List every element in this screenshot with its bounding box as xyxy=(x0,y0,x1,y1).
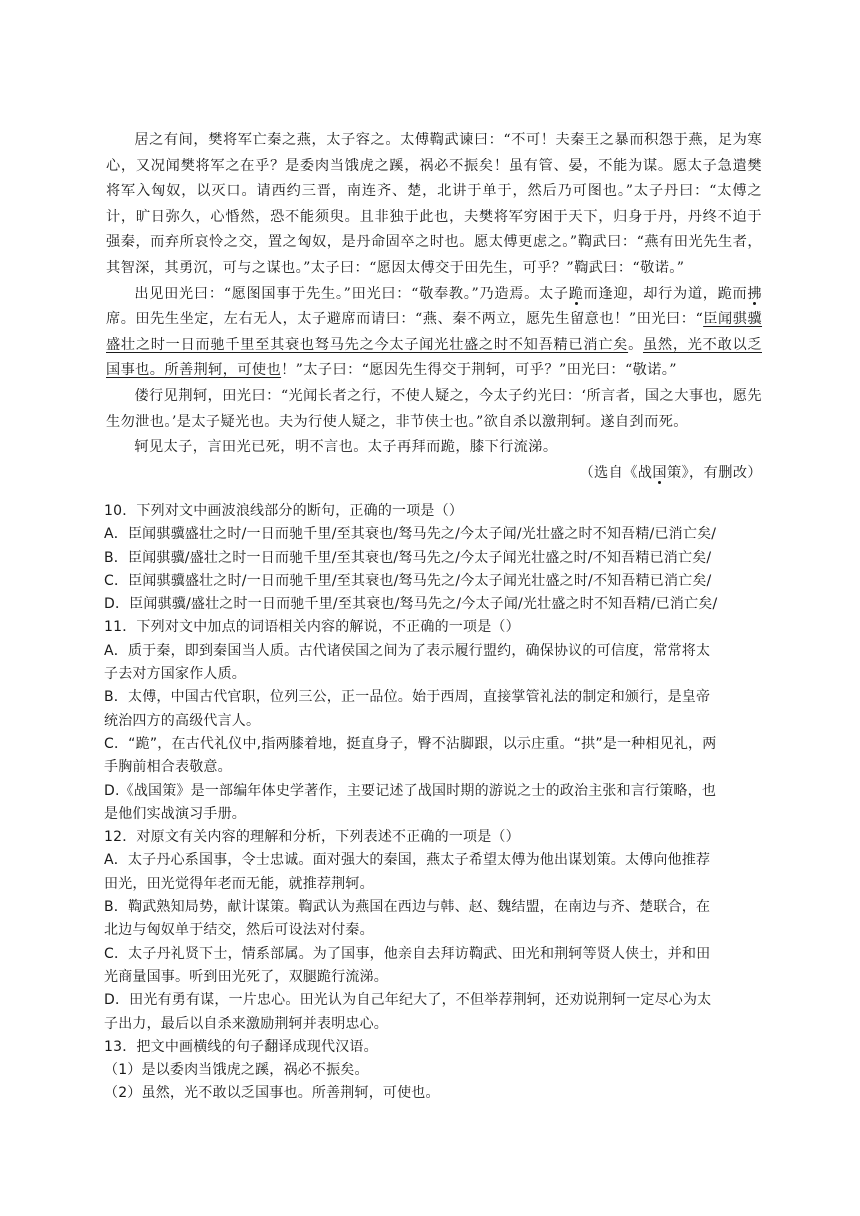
question-12-option-a-line-2: 田光，田光觉得年老而无能，就推荐荆轲。 xyxy=(104,875,374,892)
question-12-option-c-line-2: 光商量国事。听到田光死了，双腿跪行流涕。 xyxy=(104,968,388,985)
classical-passage xyxy=(106,128,762,486)
source-title: 战国策 xyxy=(637,464,682,481)
question-13-stem: 13．把文中画横线的句子翻译成现代汉语。 xyxy=(104,1038,378,1055)
question-10-option-a: A．臣闻骐骥盛壮之时/一日而驰千里/至其衰也/驽马先之/今太子闻/光壮盛之时不知吾精/已消亡矣/ xyxy=(104,526,717,543)
question-12-option-d-line-1: D．田光有勇有谋，一片忠心。田光认为自己年纪大了，不但举荐荆轲，还劝说荆轲一定尽心为太 xyxy=(104,992,712,1009)
source-suffix: 》，有删改） xyxy=(681,464,762,481)
question-10-option-b: B．臣闻骐骥/盛壮之时一日而驰千里/至其衰也/驽马先之/今太子闻光壮盛之时/不知吾精已消亡矣/ xyxy=(104,549,712,566)
source-citation xyxy=(106,461,762,487)
passage-text: 居之有间，樊将军亡秦之燕，太子容之。太傅鞫武谏曰：“不可！夫秦王之暴而积怨于燕，足为寒心，又况闻樊将军之在乎？是委肉当饿虎之蹊，祸必不振矣！虽有管、晏，不能为谋。愿太子急遣樊将军入匈奴，以灭口。请西约三晋，南连齐、楚，北讲于单于，然后乃可图也。”太子丹曰：“太傅之计，旷日弥久，心惛然，恐不能须臾。且非独于此也，夫樊将军穷困于天下，归身于丹，丹终不迫于强秦，而弃所哀怜之交，置之匈奴，是丹命固卒之时也。愿太傅更虑之。”鞫武曰：“燕有田光先生者，其智深，其勇沉，可与之谋也。”太子曰：“愿因太傅交于田先生，可乎？”鞫武曰：“敬诺。” xyxy=(106,132,762,276)
question-10-option-c: C．臣闻骐骥盛壮之时/一日而驰千里/至其衰也/驽马先之/今太子闻光壮盛之时/不知吾精已消亡矣/ xyxy=(104,572,712,589)
passage-text: 出见田光曰：“愿图国事于先生。”田光曰：“敬奉教。”乃造焉。太子 xyxy=(134,285,569,302)
question-11-option-b-line-2: 统治四方的高级代言人。 xyxy=(104,712,261,729)
question-11-option-c-line-1: C．“跪”，在古代礼仪中,指两膝着地，挺直身子，臀不沾脚跟，以示庄重。“拱”是一种相见礼，两 xyxy=(104,735,717,752)
passage-text: 而逢迎，却行为道，跪而 xyxy=(583,285,748,302)
question-11-option-d-line-2: 是他们实战演习手册。 xyxy=(104,805,246,822)
passage-paragraph-4 xyxy=(106,435,762,461)
source-prefix: （选自《 xyxy=(579,464,638,481)
question-13-item-2: （2）虽然，光不敢以乏国事也。所善荆轲，可使也。 xyxy=(104,1085,440,1102)
question-section xyxy=(104,500,762,1106)
question-12-option-d-line-2: 子出力，最后以自杀来激励荆轲并表明忠心。 xyxy=(104,1015,388,1032)
question-11-option-a-line-2: 子去对方国家作人质。 xyxy=(104,666,246,683)
question-11-option-a-line-1: A．质于秦，即到秦国当人质。古代诸侯国之间为了表示履行盟约，确保协议的可信度，常常将太 xyxy=(104,642,711,659)
underlined-sentence: 虽然，光不敢以乏国事也。所善荆轲，可使也 xyxy=(106,336,762,379)
question-13-item-1: （1）是以委肉当饿虎之蹊，祸必不振矣。 xyxy=(104,1062,369,1079)
question-11-option-c-line-2: 手胸前相合表敬意。 xyxy=(104,759,232,776)
question-11-stem: 11．下列对文中加点的词语相关内容的解说，不正确的一项是（） xyxy=(104,619,520,636)
passage-paragraph-1 xyxy=(106,128,762,282)
passage-text: 偻行见荆轲，田光曰：“光闻长者之行，不使人疑之，今太子约光曰：‘所言者，国之大事也，愿先生勿泄也。’是太子疑光也。夫为行使人疑之，非节侠士也。”欲自杀以激荆轲。遂自刭而死。 xyxy=(106,387,762,430)
question-10-option-d: D．臣闻骐骥/盛壮之时一日而驰千里/至其衰也/驽马先之/今太子闻/光壮盛之时不知吾精/已消亡矣/ xyxy=(104,596,718,613)
passage-paragraph-3 xyxy=(106,384,762,435)
question-11-option-d-line-1: D.《战国策》是一部编年体史学著作，主要记述了战国时期的游说之士的政治主张和言行策略，也 xyxy=(104,782,717,799)
passage-text: 。 xyxy=(628,336,643,353)
question-12-stem: 12．对原文有关内容的理解和分析，下列表述不正确的一项是（） xyxy=(104,829,520,846)
passage-paragraph-2 xyxy=(106,282,762,384)
question-11-option-b-line-1: B．太傅，中国古代官职，位列三公，正一品位。始于西周，直接掌管礼法的制定和颁行，是皇帝 xyxy=(104,689,711,706)
dotted-word-kneel: 跪 xyxy=(568,285,584,302)
passage-text: 席。田先生坐定，左右无人，太子避席而请曰：“燕、秦不两立，愿先生留意也！”田光曰：“ xyxy=(106,311,704,328)
question-12-option-b-line-2: 北边与匈奴单于结交，然后可设法对付秦。 xyxy=(104,922,374,939)
question-12-option-c-line-1: C．太子丹礼贤下士，情系部属。为了国事，他亲自去拜访鞫武、田光和荆轲等贤人侠士，并和田 xyxy=(104,945,711,962)
passage-text: 轲见太子，言田光已死，明不言也。太子再拜而跪，膝下行流涕。 xyxy=(134,439,558,456)
passage-text: ！”太子曰：“愿因先生得交于荆轲，可乎？”田光曰：“敬诺。” xyxy=(281,362,677,379)
question-10-stem: 10．下列对文中画波浪线部分的断句，正确的一项是（） xyxy=(104,503,464,519)
dotted-word-fu: 拂 xyxy=(747,285,762,302)
question-12-option-b-line-1: B．鞫武熟知局势，献计谋策。鞫武认为燕国在西边与韩、赵、魏结盟，在南边与齐、楚联合，在 xyxy=(104,899,711,916)
question-12-option-a-line-1: A．太子丹心系国事，令士忠诚。面对强大的秦国，燕太子希望太傅为他出谋划策。太傅向他推荐 xyxy=(104,852,711,869)
wavy-underlined-sentence: 臣闻骐骥盛壮之时一日而驰千里至其衰也驽马先之今太子闻光壮盛之时不知吾精已消亡矣 xyxy=(106,311,763,353)
